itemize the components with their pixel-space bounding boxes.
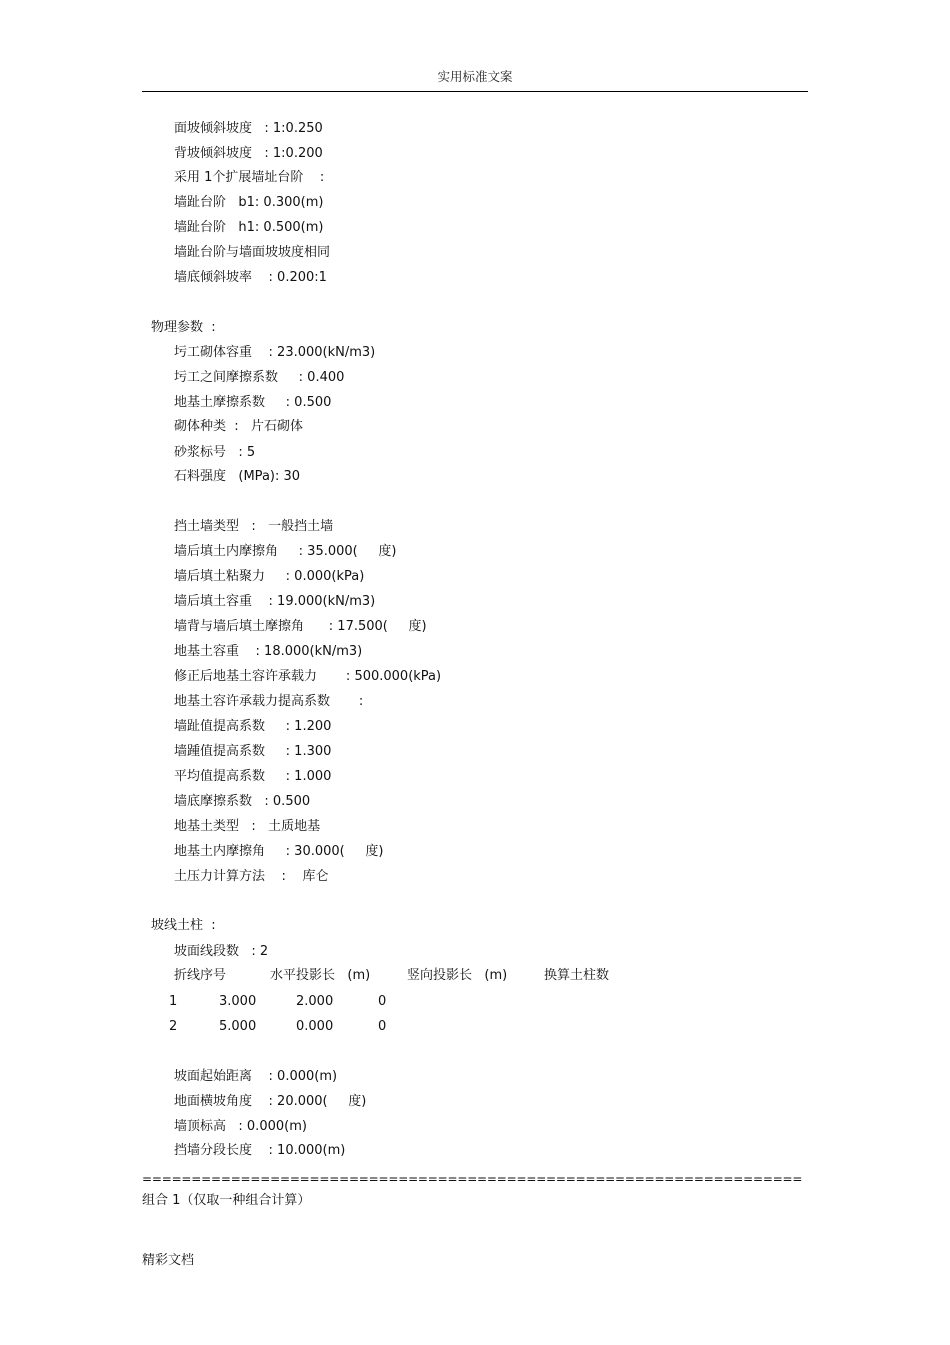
slope-heading: 坡线土柱 : — [151, 918, 216, 933]
table-cell: 5.000 — [219, 1019, 257, 1034]
physics-line: 石料强度 (MPa): 30 — [174, 469, 301, 484]
physics-line: 地基土容重 : 18.000(kN/m3) — [174, 644, 363, 659]
base-slope-line: 墙底倾斜坡率 : 0.200:1 — [174, 270, 327, 285]
physics-line: 砂浆标号 : 5 — [174, 445, 256, 460]
separator-line: =================================================================== — [142, 1172, 803, 1186]
toe-step-same-slope-line: 墙趾台阶与墙面坡坡度相同 — [174, 245, 331, 260]
table-cell: 0.000 — [296, 1019, 334, 1034]
table-cell: 3.000 — [219, 994, 257, 1009]
physics-line: 地基土类型 : 土质地基 — [174, 819, 321, 834]
back-slope-line: 背坡倾斜坡度 : 1:0.200 — [174, 146, 323, 161]
face-slope-line: 面坡倾斜坡度 : 1:0.250 — [174, 121, 323, 136]
physics-line: 修正后地基土容许承载力 : 500.000(kPa) — [174, 669, 442, 684]
physics-line: 平均值提高系数 : 1.000 — [174, 769, 332, 784]
page-footer: 精彩文档 — [142, 1253, 195, 1268]
header-rule — [142, 91, 808, 92]
physics-line: 土压力计算方法 : 库仑 — [174, 869, 329, 884]
table-cell: 0 — [378, 994, 387, 1009]
physics-line: 墙趾值提高系数 : 1.200 — [174, 719, 332, 734]
physics-line: 墙后填土容重 : 19.000(kN/m3) — [174, 594, 376, 609]
physics-line: 墙底摩擦系数 : 0.500 — [174, 794, 311, 809]
table-header-cell: 折线序号 — [174, 968, 227, 983]
physics-line: 墙后填土粘聚力 : 0.000(kPa) — [174, 569, 365, 584]
table-cell: 2.000 — [296, 994, 334, 1009]
table-cell: 2 — [169, 1019, 178, 1034]
physics-line: 地基土摩擦系数 : 0.500 — [174, 395, 332, 410]
physics-line: 墙后填土内摩擦角 : 35.000( 度) — [174, 544, 397, 559]
slope-line: 墙顶标高 : 0.000(m) — [174, 1119, 307, 1134]
table-header-cell: 竖向投影长 (m) — [407, 968, 508, 983]
physics-line: 地基土容许承载力提高系数 : — [174, 694, 364, 709]
toe-step-count-line: 采用 1个扩展墙址台阶 : — [174, 170, 325, 185]
toe-step-b1-line: 墙趾台阶 b1: 0.300(m) — [174, 195, 324, 210]
physics-line: 墙背与墙后填土摩擦角 : 17.500( 度) — [174, 619, 427, 634]
page-header-title: 实用标准文案 — [437, 69, 513, 84]
table-header-cell: 水平投影长 (m) — [270, 968, 371, 983]
table-header-cell: 换算土柱数 — [544, 968, 610, 983]
physics-heading: 物理参数 : — [151, 320, 216, 335]
combination-label: 组合 1（仅取一种组合计算） — [142, 1193, 311, 1208]
physics-line: 墙踵值提高系数 : 1.300 — [174, 744, 332, 759]
physics-line: 挡土墙类型 : 一般挡土墙 — [174, 519, 334, 534]
physics-line: 圬工砌体容重 : 23.000(kN/m3) — [174, 345, 376, 360]
slope-line: 地面横坡角度 : 20.000( 度) — [174, 1094, 367, 1109]
slope-segments-line: 坡面线段数 : 2 — [174, 944, 269, 959]
physics-line: 圬工之间摩擦系数 : 0.400 — [174, 370, 345, 385]
physics-line: 地基土内摩擦角 : 30.000( 度) — [174, 844, 384, 859]
toe-step-h1-line: 墙趾台阶 h1: 0.500(m) — [174, 220, 324, 235]
table-cell: 0 — [378, 1019, 387, 1034]
table-cell: 1 — [169, 994, 178, 1009]
physics-line: 砌体种类 : 片石砌体 — [174, 419, 304, 434]
slope-line: 坡面起始距离 : 0.000(m) — [174, 1069, 338, 1084]
slope-line: 挡墙分段长度 : 10.000(m) — [174, 1143, 346, 1158]
